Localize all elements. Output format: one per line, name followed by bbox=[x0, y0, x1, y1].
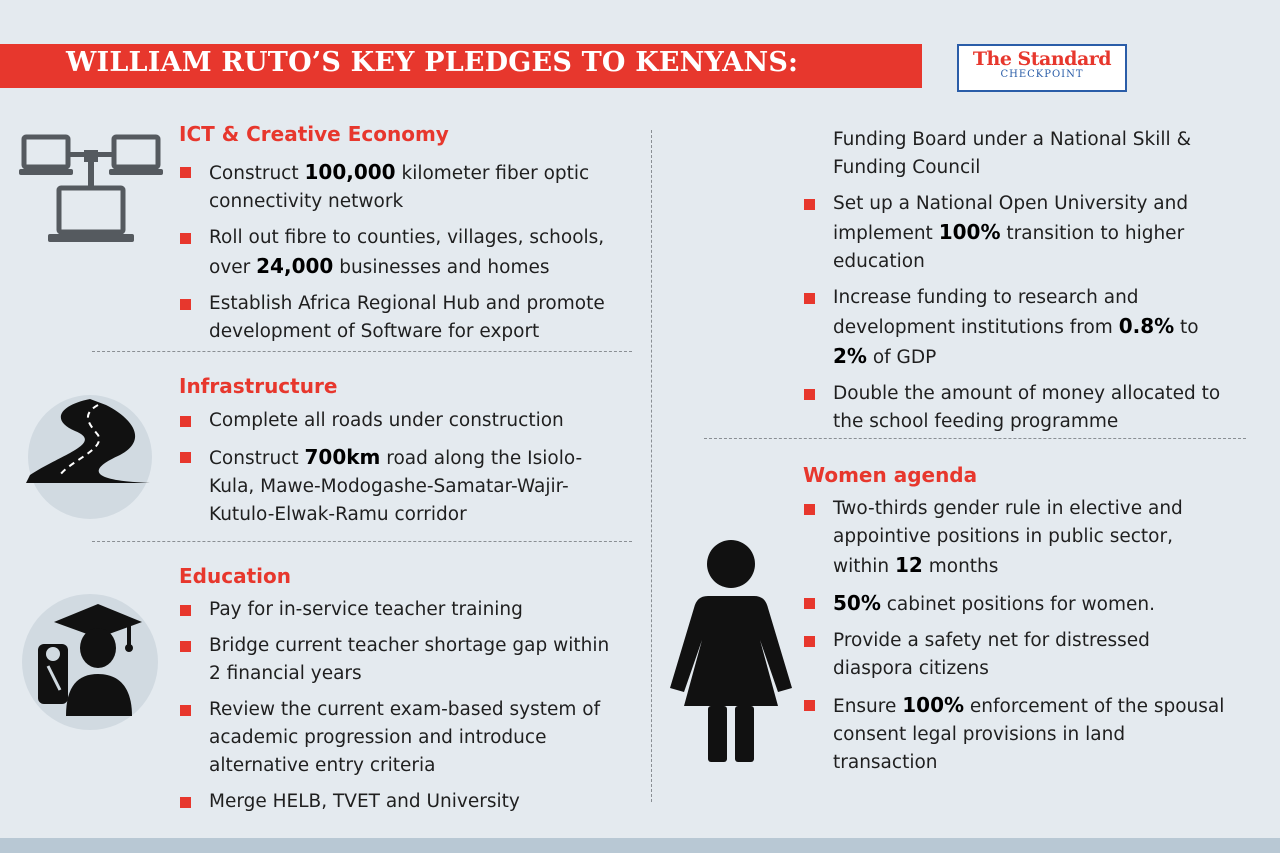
list-item: Complete all roads under construction bbox=[179, 407, 619, 435]
list-item: Provide a safety net for distressed diaspora citizens bbox=[803, 627, 1231, 683]
section-title-women: Women agenda bbox=[803, 463, 978, 487]
list-item: Set up a National Open University and implement 100% transition to higher education bbox=[803, 190, 1223, 276]
list-item: Construct 100,000 kilometer fiber optic connectivity network bbox=[179, 158, 619, 216]
footer-bar bbox=[0, 838, 1280, 853]
woman-icon bbox=[668, 540, 794, 765]
education-list bbox=[179, 596, 624, 824]
list-item: Two-thirds gender rule in elective and appointive positions in public sector, within 12 months bbox=[803, 495, 1231, 581]
logo-main-text: The Standard bbox=[972, 48, 1112, 70]
section-title-infrastructure: Infrastructure bbox=[179, 374, 338, 398]
women-list bbox=[803, 495, 1231, 785]
list-item: Merge HELB, TVET and University bbox=[179, 788, 624, 816]
list-item: Review the current exam-based system of academic progression and introduce alternative entry criteria bbox=[179, 696, 624, 780]
list-item: Roll out fibre to counties, villages, schools, over 24,000 businesses and homes bbox=[179, 224, 619, 282]
graduate-icon bbox=[20, 594, 160, 730]
road-icon bbox=[20, 395, 160, 520]
list-item: Pay for in-service teacher training bbox=[179, 596, 624, 624]
list-item: 50% cabinet positions for women. bbox=[803, 589, 1231, 619]
list-item: Double the amount of money allocated to the school feeding programme bbox=[803, 380, 1223, 436]
divider bbox=[92, 541, 632, 542]
logo-sub-text: CHECKPOINT bbox=[1000, 69, 1084, 80]
ict-list bbox=[179, 158, 619, 354]
education-continued-list bbox=[803, 126, 1223, 444]
column-divider bbox=[651, 130, 652, 802]
standard-logo bbox=[957, 44, 1127, 92]
list-item: Ensure 100% enforcement of the spousal consent legal provisions in land transaction bbox=[803, 691, 1231, 777]
section-title-education: Education bbox=[179, 564, 291, 588]
infrastructure-list bbox=[179, 407, 619, 537]
list-item-continued: Funding Board under a National Skill & Funding Council bbox=[833, 129, 1191, 178]
section-title-ict: ICT & Creative Economy bbox=[179, 122, 449, 146]
network-icon bbox=[18, 132, 164, 246]
page-title: WILLIAM RUTO’S KEY PLEDGES TO KENYANS: bbox=[66, 47, 799, 78]
list-item: Increase funding to research and development institutions from 0.8% to 2% of GDP bbox=[803, 284, 1223, 372]
list-item: Bridge current teacher shortage gap within 2 financial years bbox=[179, 632, 624, 688]
list-item: Construct 700km road along the Isiolo-Kula, Mawe-Modogashe-Samatar-Wajir-Kutulo-Elwak-Ramu corridor bbox=[179, 443, 619, 529]
list-item: Establish Africa Regional Hub and promote development of Software for export bbox=[179, 290, 619, 346]
